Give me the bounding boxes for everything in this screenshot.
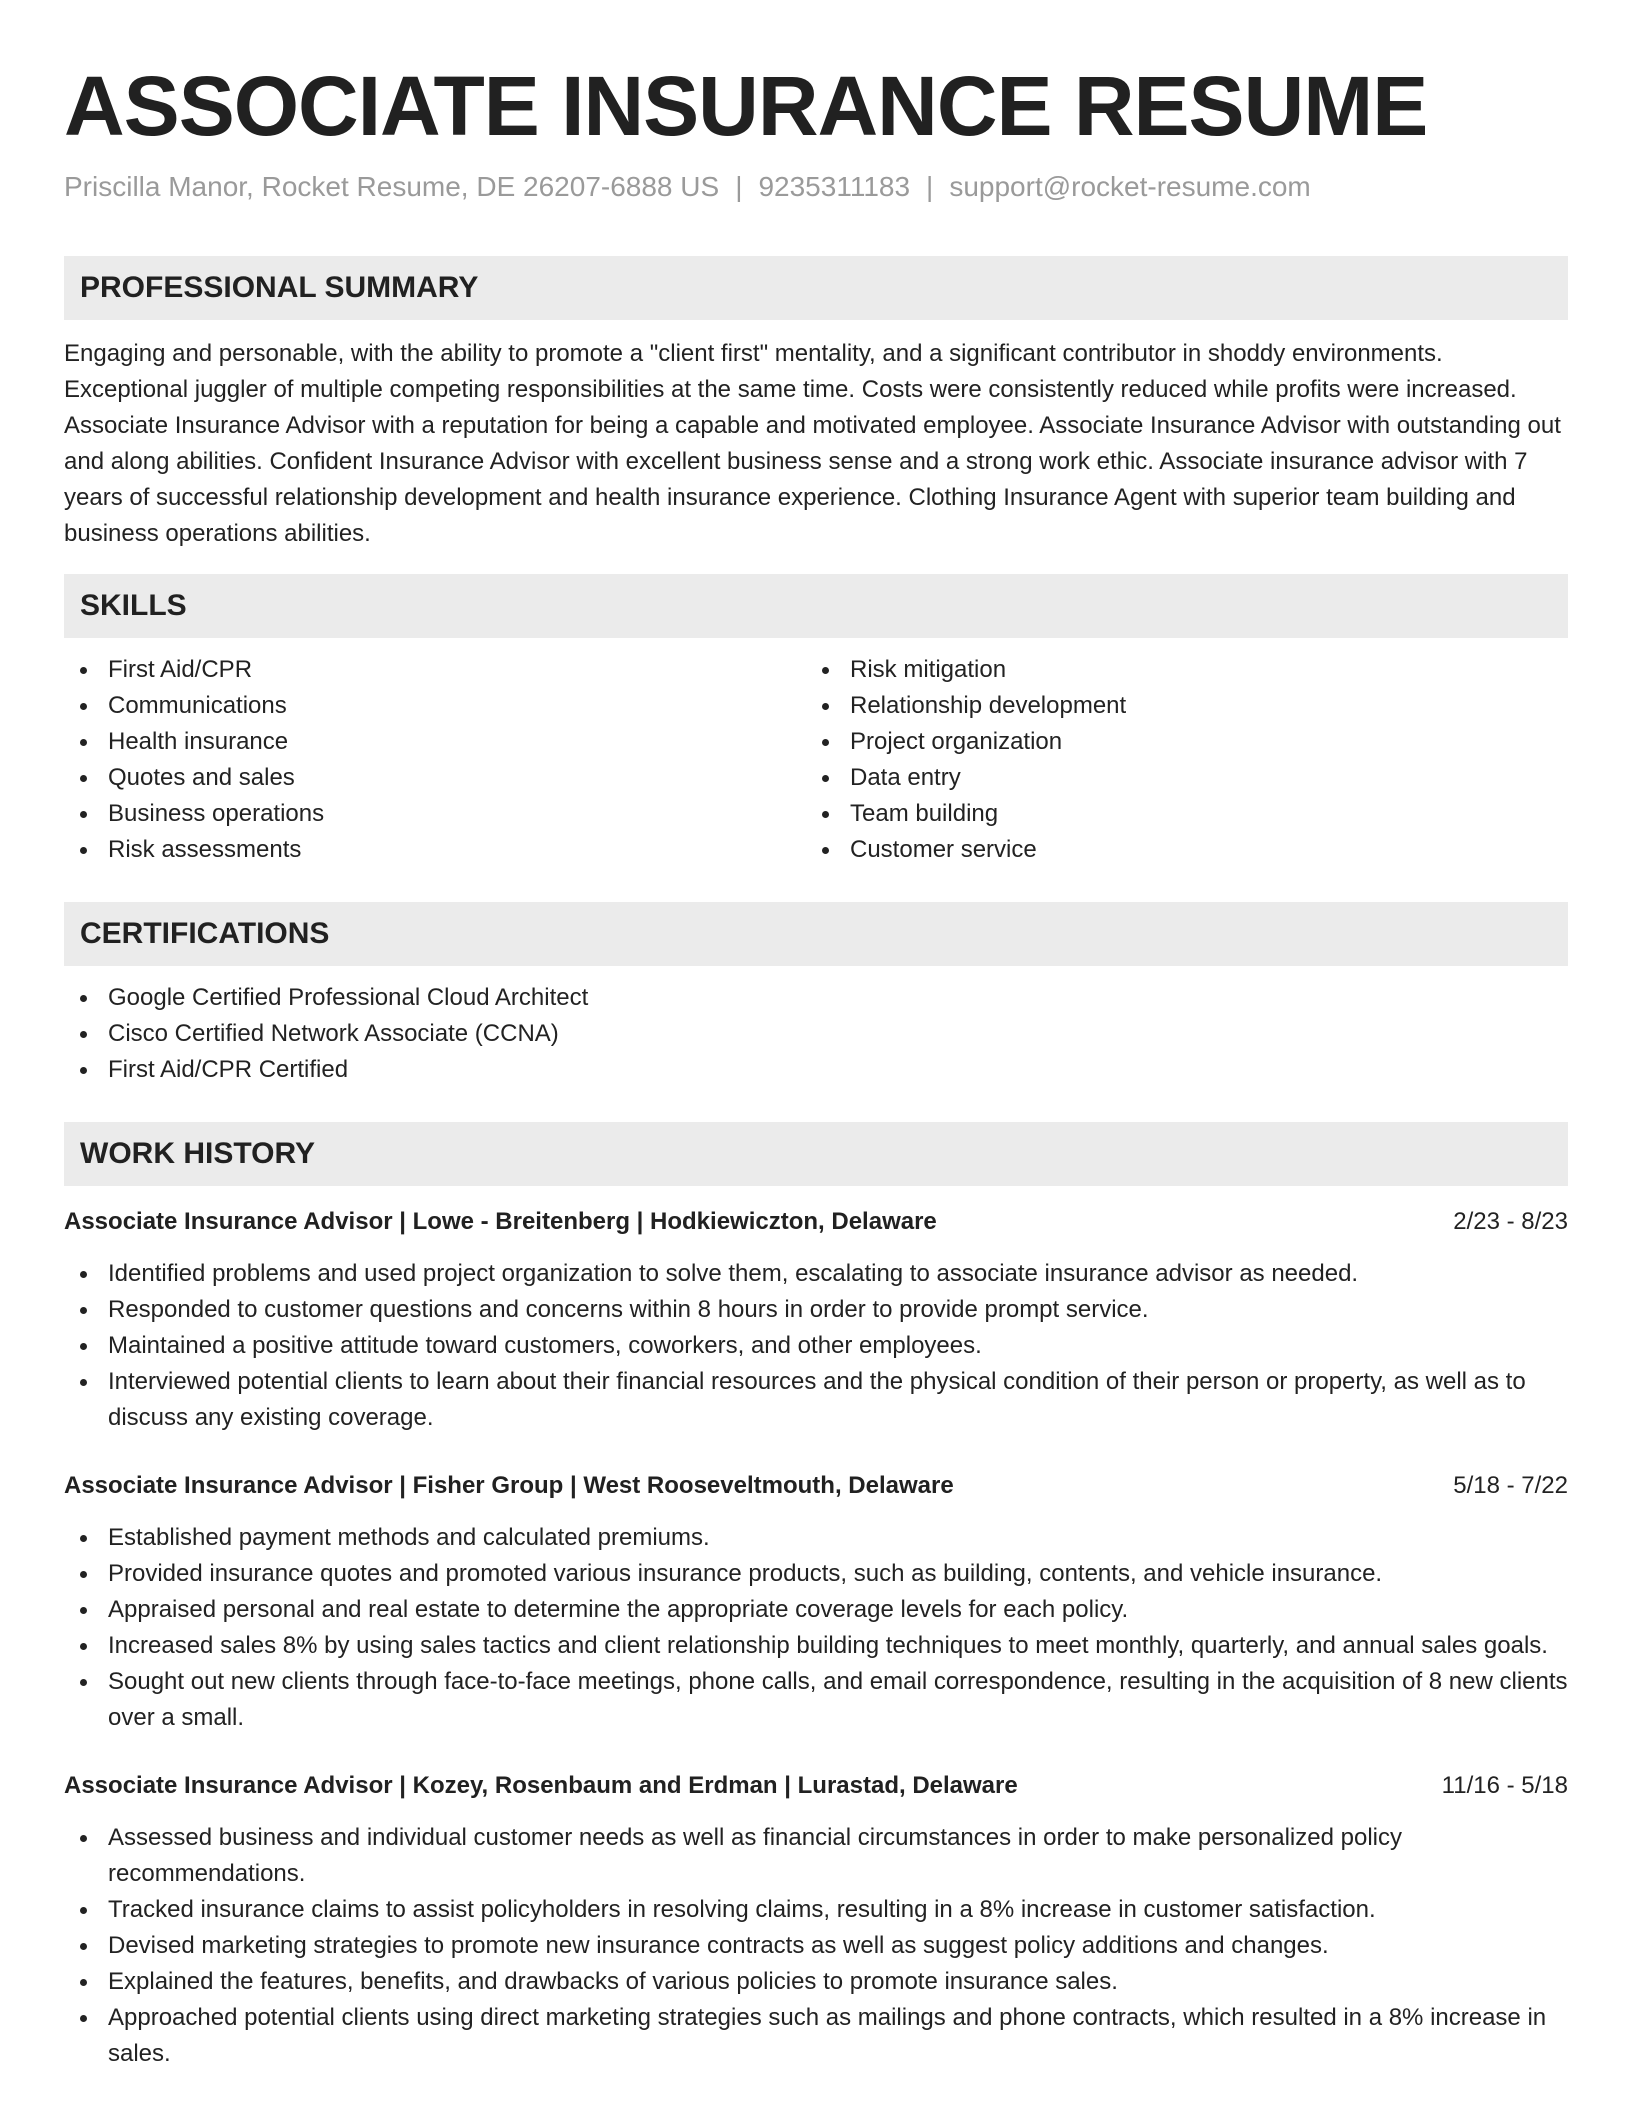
- contact-separator: |: [735, 171, 743, 202]
- resume-title: ASSOCIATE INSURANCE RESUME: [64, 59, 1428, 153]
- skill-item: Risk assessments: [108, 832, 806, 868]
- job-bullet: Sought out new clients through face-to-face meetings, phone calls, and email correspondence, resulting in the acquisition of 8 new clients over a small.: [108, 1664, 1568, 1736]
- job-bullet: Tracked insurance claims to assist policyholders in resolving claims, resulting in a 8% increase in customer satisfaction.: [108, 1892, 1568, 1928]
- job-entry: [64, 1206, 1568, 1436]
- skill-item: Quotes and sales: [108, 760, 806, 796]
- certifications-heading: CERTIFICATIONS: [64, 902, 1568, 966]
- job-bullet: Appraised personal and real estate to determine the appropriate coverage levels for each policy.: [108, 1592, 1568, 1628]
- job-title: Associate Insurance Advisor | Lowe - Breitenberg | Hodkiewiczton, Delaware: [64, 1208, 937, 1235]
- skill-item: First Aid/CPR: [108, 652, 806, 688]
- job-entry: [64, 1770, 1568, 2072]
- skill-item: Health insurance: [108, 724, 806, 760]
- skills-list-right: [806, 652, 1548, 868]
- job-bullet: Established payment methods and calculated premiums.: [108, 1520, 1568, 1556]
- job-header: [64, 1206, 1568, 1238]
- skills-grid: [64, 652, 1568, 868]
- job-bullet: Maintained a positive attitude toward customers, coworkers, and other employees.: [108, 1328, 1568, 1364]
- job-title: Associate Insurance Advisor | Fisher Group | West Rooseveltmouth, Delaware: [64, 1472, 954, 1499]
- job-bullet: Increased sales 8% by using sales tactics and client relationship building techniques to meet monthly, quarterly, and annual sales goals.: [108, 1628, 1568, 1664]
- job-bullets: [64, 1256, 1568, 1436]
- job-header: [64, 1770, 1568, 1802]
- contact-separator: |: [926, 171, 934, 202]
- job-bullet: Assessed business and individual customer needs as well as financial circumstances in order to make personalized policy recommendations.: [108, 1820, 1568, 1892]
- contact-address: Priscilla Manor, Rocket Resume, DE 26207-6888 US: [64, 171, 720, 202]
- job-bullet: Devised marketing strategies to promote new insurance contracts as well as suggest policy additions and changes.: [108, 1928, 1568, 1964]
- contact-phone: 9235311183: [758, 171, 911, 202]
- certifications-list: [64, 980, 1568, 1088]
- job-dates: 2/23 - 8/23: [1453, 1208, 1568, 1235]
- certification-item: Google Certified Professional Cloud Architect: [108, 980, 1568, 1016]
- job-bullet: Identified problems and used project organization to solve them, escalating to associate insurance advisor as needed.: [108, 1256, 1568, 1292]
- work-history-heading: WORK HISTORY: [64, 1122, 1568, 1186]
- contact-email: support@rocket-resume.com: [949, 171, 1311, 202]
- skill-item: Communications: [108, 688, 806, 724]
- skill-item: Team building: [850, 796, 1548, 832]
- skill-item: Data entry: [850, 760, 1548, 796]
- summary-heading: PROFESSIONAL SUMMARY: [64, 256, 1568, 320]
- summary-text: Engaging and personable, with the ability to promote a "client first" mentality, and a significant contributor in shoddy environments. Exceptional juggler of multiple competing responsibilities at the same time. Costs were consistently reduced while profits were increased. Associate Insurance Advisor with a reputation for being a capable and motivated employee. Associate Insurance Advisor with outstanding out and along abilities. Confident Insurance Advisor with excellent business sense and a strong work ethic. Associate insurance advisor with 7 years of successful relationship development and health insurance experience. Clothing Insurance Agent with superior team building and business operations abilities.: [64, 340, 1561, 547]
- job-bullet: Explained the features, benefits, and drawbacks of various policies to promote insurance sales.: [108, 1964, 1568, 2000]
- job-bullet: Approached potential clients using direct marketing strategies such as mailings and phone contracts, which resulted in a 8% increase in sales.: [108, 2000, 1568, 2072]
- job-dates: 5/18 - 7/22: [1453, 1472, 1568, 1499]
- certification-item: Cisco Certified Network Associate (CCNA): [108, 1016, 1568, 1052]
- job-header: [64, 1470, 1568, 1502]
- job-title: Associate Insurance Advisor | Kozey, Rosenbaum and Erdman | Lurastad, Delaware: [64, 1772, 1018, 1799]
- skill-item: Relationship development: [850, 688, 1548, 724]
- job-bullet: Provided insurance quotes and promoted various insurance products, such as building, contents, and vehicle insurance.: [108, 1556, 1568, 1592]
- skill-item: Business operations: [108, 796, 806, 832]
- skill-item: Customer service: [850, 832, 1548, 868]
- job-bullets: [64, 1820, 1568, 2072]
- job-bullets: [64, 1520, 1568, 1736]
- skill-item: Risk mitigation: [850, 652, 1548, 688]
- contact-line: [64, 170, 1568, 204]
- job-bullet: Responded to customer questions and concerns within 8 hours in order to provide prompt service.: [108, 1292, 1568, 1328]
- skill-item: Project organization: [850, 724, 1548, 760]
- job-bullet: Interviewed potential clients to learn about their financial resources and the physical condition of their person or property, as well as to discuss any existing coverage.: [108, 1364, 1568, 1436]
- skills-list-left: [64, 652, 806, 868]
- job-dates: 11/16 - 5/18: [1441, 1772, 1568, 1799]
- certification-item: First Aid/CPR Certified: [108, 1052, 1568, 1088]
- skills-heading: SKILLS: [64, 574, 1568, 638]
- job-entry: [64, 1470, 1568, 1736]
